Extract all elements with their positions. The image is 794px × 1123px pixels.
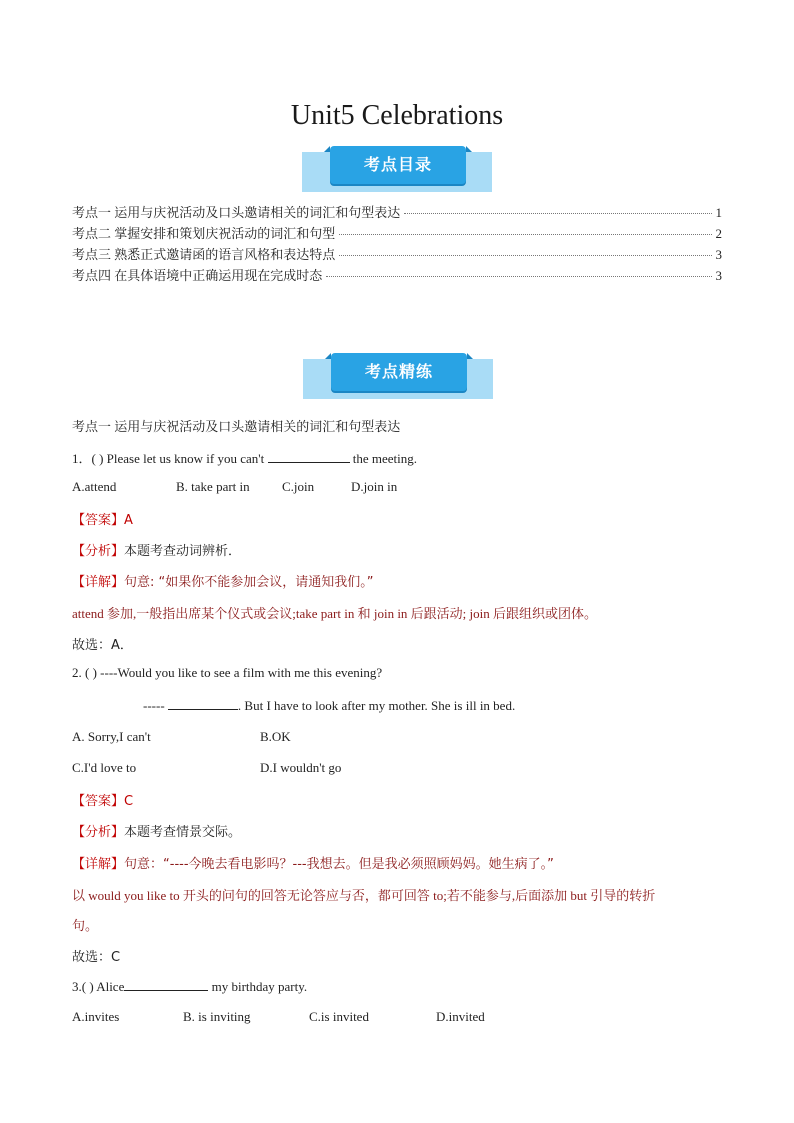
toc-banner-label: 考点目录	[363, 155, 432, 174]
question-1-stem	[72, 448, 417, 467]
question-1-option-b: B. take part in	[176, 479, 250, 494]
question-1-analysis	[72, 540, 241, 559]
question-1-option-a: A.attend	[72, 479, 117, 494]
question-1-option-c: C.join	[282, 479, 315, 494]
toc-item-label: 考点四 在具体语境中正确运用现在完成时态	[72, 268, 323, 283]
toc-leader	[339, 255, 711, 256]
answer-blank	[268, 450, 350, 463]
toc-item[interactable]	[72, 202, 722, 223]
question-2-option-b: B.OK	[260, 729, 291, 744]
question-2-explanation-line-1: 以 would you like to 开头的问句的回答无论答应与否，都可回答 to;若不能参与,后面添加 but 引导的转折	[72, 888, 656, 903]
question-1-stem-start: 1．( ) Please let us know if you can't	[72, 451, 265, 466]
analysis-text: 本题考查情景交际。	[124, 825, 242, 840]
table-of-contents	[72, 202, 722, 286]
section-heading: 考点一 运用与庆祝活动及口头邀请相关的词汇和句型表达	[72, 419, 401, 434]
question-3-option-b: B. is inviting	[183, 1009, 251, 1024]
choice-text: 故选：C	[72, 950, 121, 965]
question-2-answer	[72, 790, 133, 809]
answer-tag: 【答案】	[72, 794, 125, 809]
toc-item[interactable]	[72, 223, 722, 244]
toc-item-page: 3	[715, 268, 722, 283]
question-3-stem-start: 3.( ) Alice	[72, 979, 125, 994]
answer-value: C	[124, 794, 134, 809]
reply-dashes: -----	[143, 698, 165, 713]
toc-item-page: 3	[715, 247, 722, 262]
question-2-option-a: A. Sorry,I can't	[72, 729, 151, 744]
answer-value: A	[124, 513, 133, 528]
question-3-option-d: D.invited	[436, 1009, 485, 1024]
toc-item-label: 考点二 掌握安排和策划庆祝活动的词汇和句型	[72, 226, 336, 241]
question-1-answer	[72, 509, 133, 528]
analysis-tag: 【分析】	[72, 825, 125, 840]
question-1-explanation: attend 参加,一般指出席某个仪式或会议;take part in 和 join in 后跟活动; join 后跟组织或团体。	[72, 606, 598, 621]
question-2-explanation-line-2: 句。	[72, 919, 99, 934]
answer-tag: 【答案】	[72, 513, 125, 528]
toc-item[interactable]	[72, 265, 722, 286]
question-1-stem-end: the meeting.	[352, 451, 418, 466]
question-2-stem: 2. ( ) ----Would you like to see a film with me this evening?	[72, 665, 383, 680]
question-3-option-c: C.is invited	[309, 1009, 369, 1024]
question-3-option-a: A.invites	[72, 1009, 120, 1024]
question-2-choice	[72, 946, 120, 965]
toc-banner	[302, 146, 492, 192]
analysis-text: 本题考查动词辨析．	[124, 544, 242, 559]
question-1-detail	[72, 571, 374, 590]
toc-item-label: 考点一 运用与庆祝活动及口头邀请相关的词汇和句型表达	[72, 205, 401, 220]
page-title: Unit5 Celebrations	[290, 100, 504, 131]
detail-text: 句意：“----今晚去看电影吗？---我想去。但是我必须照顾妈妈。她生病了。”	[124, 857, 554, 872]
toc-leader	[326, 276, 711, 277]
toc-item-page: 2	[715, 226, 722, 241]
toc-leader	[339, 234, 711, 235]
toc-leader	[404, 213, 711, 214]
answer-blank	[168, 697, 238, 710]
answer-blank	[124, 978, 208, 991]
question-2-option-c: C.I'd love to	[72, 760, 137, 775]
detail-tag: 【详解】	[72, 575, 125, 590]
reply-rest: . But I have to look after my mother. She is ill in bed.	[237, 698, 516, 713]
analysis-tag: 【分析】	[72, 544, 125, 559]
question-3-stem-end: my birthday party.	[208, 979, 308, 994]
question-2-detail	[72, 853, 554, 872]
detail-tag: 【详解】	[72, 857, 125, 872]
question-2-reply	[143, 697, 515, 714]
question-2-option-d: D.I wouldn't go	[260, 760, 342, 775]
detail-text: 句意: “如果你不能参加会议，请通知我们。”	[124, 575, 374, 590]
practice-banner-label: 考点精练	[364, 362, 433, 381]
question-1-choice: 故选：A．	[72, 638, 133, 653]
question-3-stem	[72, 978, 307, 995]
practice-banner	[303, 353, 493, 399]
question-1-option-d: D.join in	[351, 479, 398, 494]
toc-item-page: 1	[715, 205, 722, 220]
question-2-analysis	[72, 821, 241, 840]
toc-item-label: 考点三 熟悉正式邀请函的语言风格和表达特点	[72, 247, 336, 262]
toc-item[interactable]	[72, 244, 722, 265]
